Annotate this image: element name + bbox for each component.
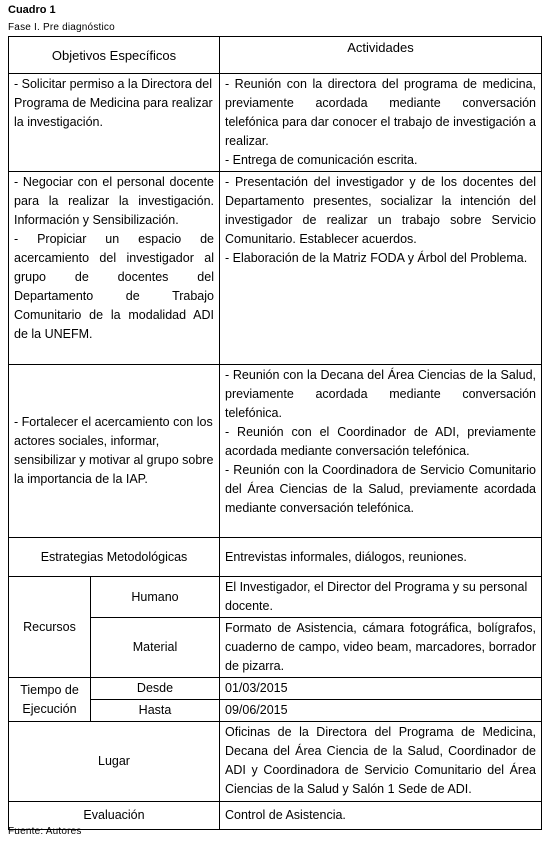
strategies-label: Estrategias Metodológicas — [9, 538, 220, 577]
header-activities: Actividades — [220, 37, 542, 74]
activity-item: - Reunión con el Coordinador de ADI, previamente acordada mediante conversación telefónica. — [225, 425, 536, 458]
activity-item: - Entrega de comunicación escrita. — [225, 153, 418, 167]
source-footer: Fuente: Autores — [8, 826, 82, 837]
objective-cell-2 — [9, 172, 220, 365]
resources-material-value: Formato de Asistencia, cámara fotográfica, bolígrafos, cuaderno de campo, video beam, marcadores, borrador de pizarra. — [220, 618, 542, 678]
pre-diagnosis-table — [8, 36, 542, 830]
time-label: Tiempo de Ejecución — [9, 678, 91, 722]
objective-text: - Negociar con el personal docente para la realizar la investigación. Información y Sensibilización. — [14, 175, 214, 227]
objective-text: - Solicitar permiso a la Directora del Programa de Medicina para realizar la investigación. — [14, 77, 213, 129]
evaluation-value: Control de Asistencia. — [220, 802, 542, 830]
activity-item: - Elaboración de la Matriz FODA y Árbol del Problema. — [225, 251, 528, 265]
objective-cell-3 — [9, 365, 220, 538]
time-from-label: Desde — [91, 678, 220, 700]
time-to-label: Hasta — [91, 700, 220, 722]
table-caption-title: Cuadro 1 — [8, 4, 56, 16]
activity-item: - Presentación del investigador y de los docentes del Departamento presentes, socializar la intención del investigador de realizar un trabajo sobre Servicio Comunitario. Establecer acuerdos. — [225, 175, 536, 246]
place-label: Lugar — [9, 722, 220, 802]
table-caption-subtitle: Fase I. Pre diagnóstico — [8, 22, 115, 33]
resources-material-label: Material — [91, 618, 220, 678]
resources-human-value: El Investigador, el Director del Programa y su personal docente. — [220, 577, 542, 618]
strategies-value: Entrevistas informales, diálogos, reuniones. — [220, 538, 542, 577]
evaluation-label: Evaluación — [9, 802, 220, 830]
time-to-value: 09/06/2015 — [220, 700, 542, 722]
place-value: Oficinas de la Directora del Programa de Medicina, Decana del Área Ciencia de la Salud, Coordinador de ADI y Coordinadora de Servicio Comunitario del Área Ciencias de la Salud y Salón 1 Sede de ADI. — [220, 722, 542, 802]
activity-item: - Reunión con la Decana del Área Ciencias de la Salud, previamente acordada mediante conversación telefónica. — [225, 368, 536, 420]
header-objectives: Objetivos Específicos — [9, 37, 220, 74]
activities-cell-1 — [220, 74, 542, 172]
objective-text: - Fortalecer el acercamiento con los actores sociales, informar, sensibilizar y motivar al grupo sobre la importancia de la IAP. — [14, 415, 214, 486]
resources-label: Recursos — [9, 577, 91, 678]
objective-text: - Propiciar un espacio de acercamiento del investigador al grupo de docentes del Departamento de Trabajo Comunitario de la modalidad ADI de la UNEFM. — [14, 232, 214, 341]
activity-item: - Reunión con la directora del programa de medicina, previamente acordada mediante conversación telefónica para dar conocer el trabajo de investigación a realizar. — [225, 77, 536, 148]
activities-cell-3 — [220, 365, 542, 538]
objective-cell-1 — [9, 74, 220, 172]
activities-cell-2 — [220, 172, 542, 365]
activity-item: - Reunión con la Coordinadora de Servicio Comunitario del Área Ciencias de la Salud, previamente acordada mediante conversación telefónica. — [225, 463, 536, 515]
time-from-value: 01/03/2015 — [220, 678, 542, 700]
resources-human-label: Humano — [91, 577, 220, 618]
